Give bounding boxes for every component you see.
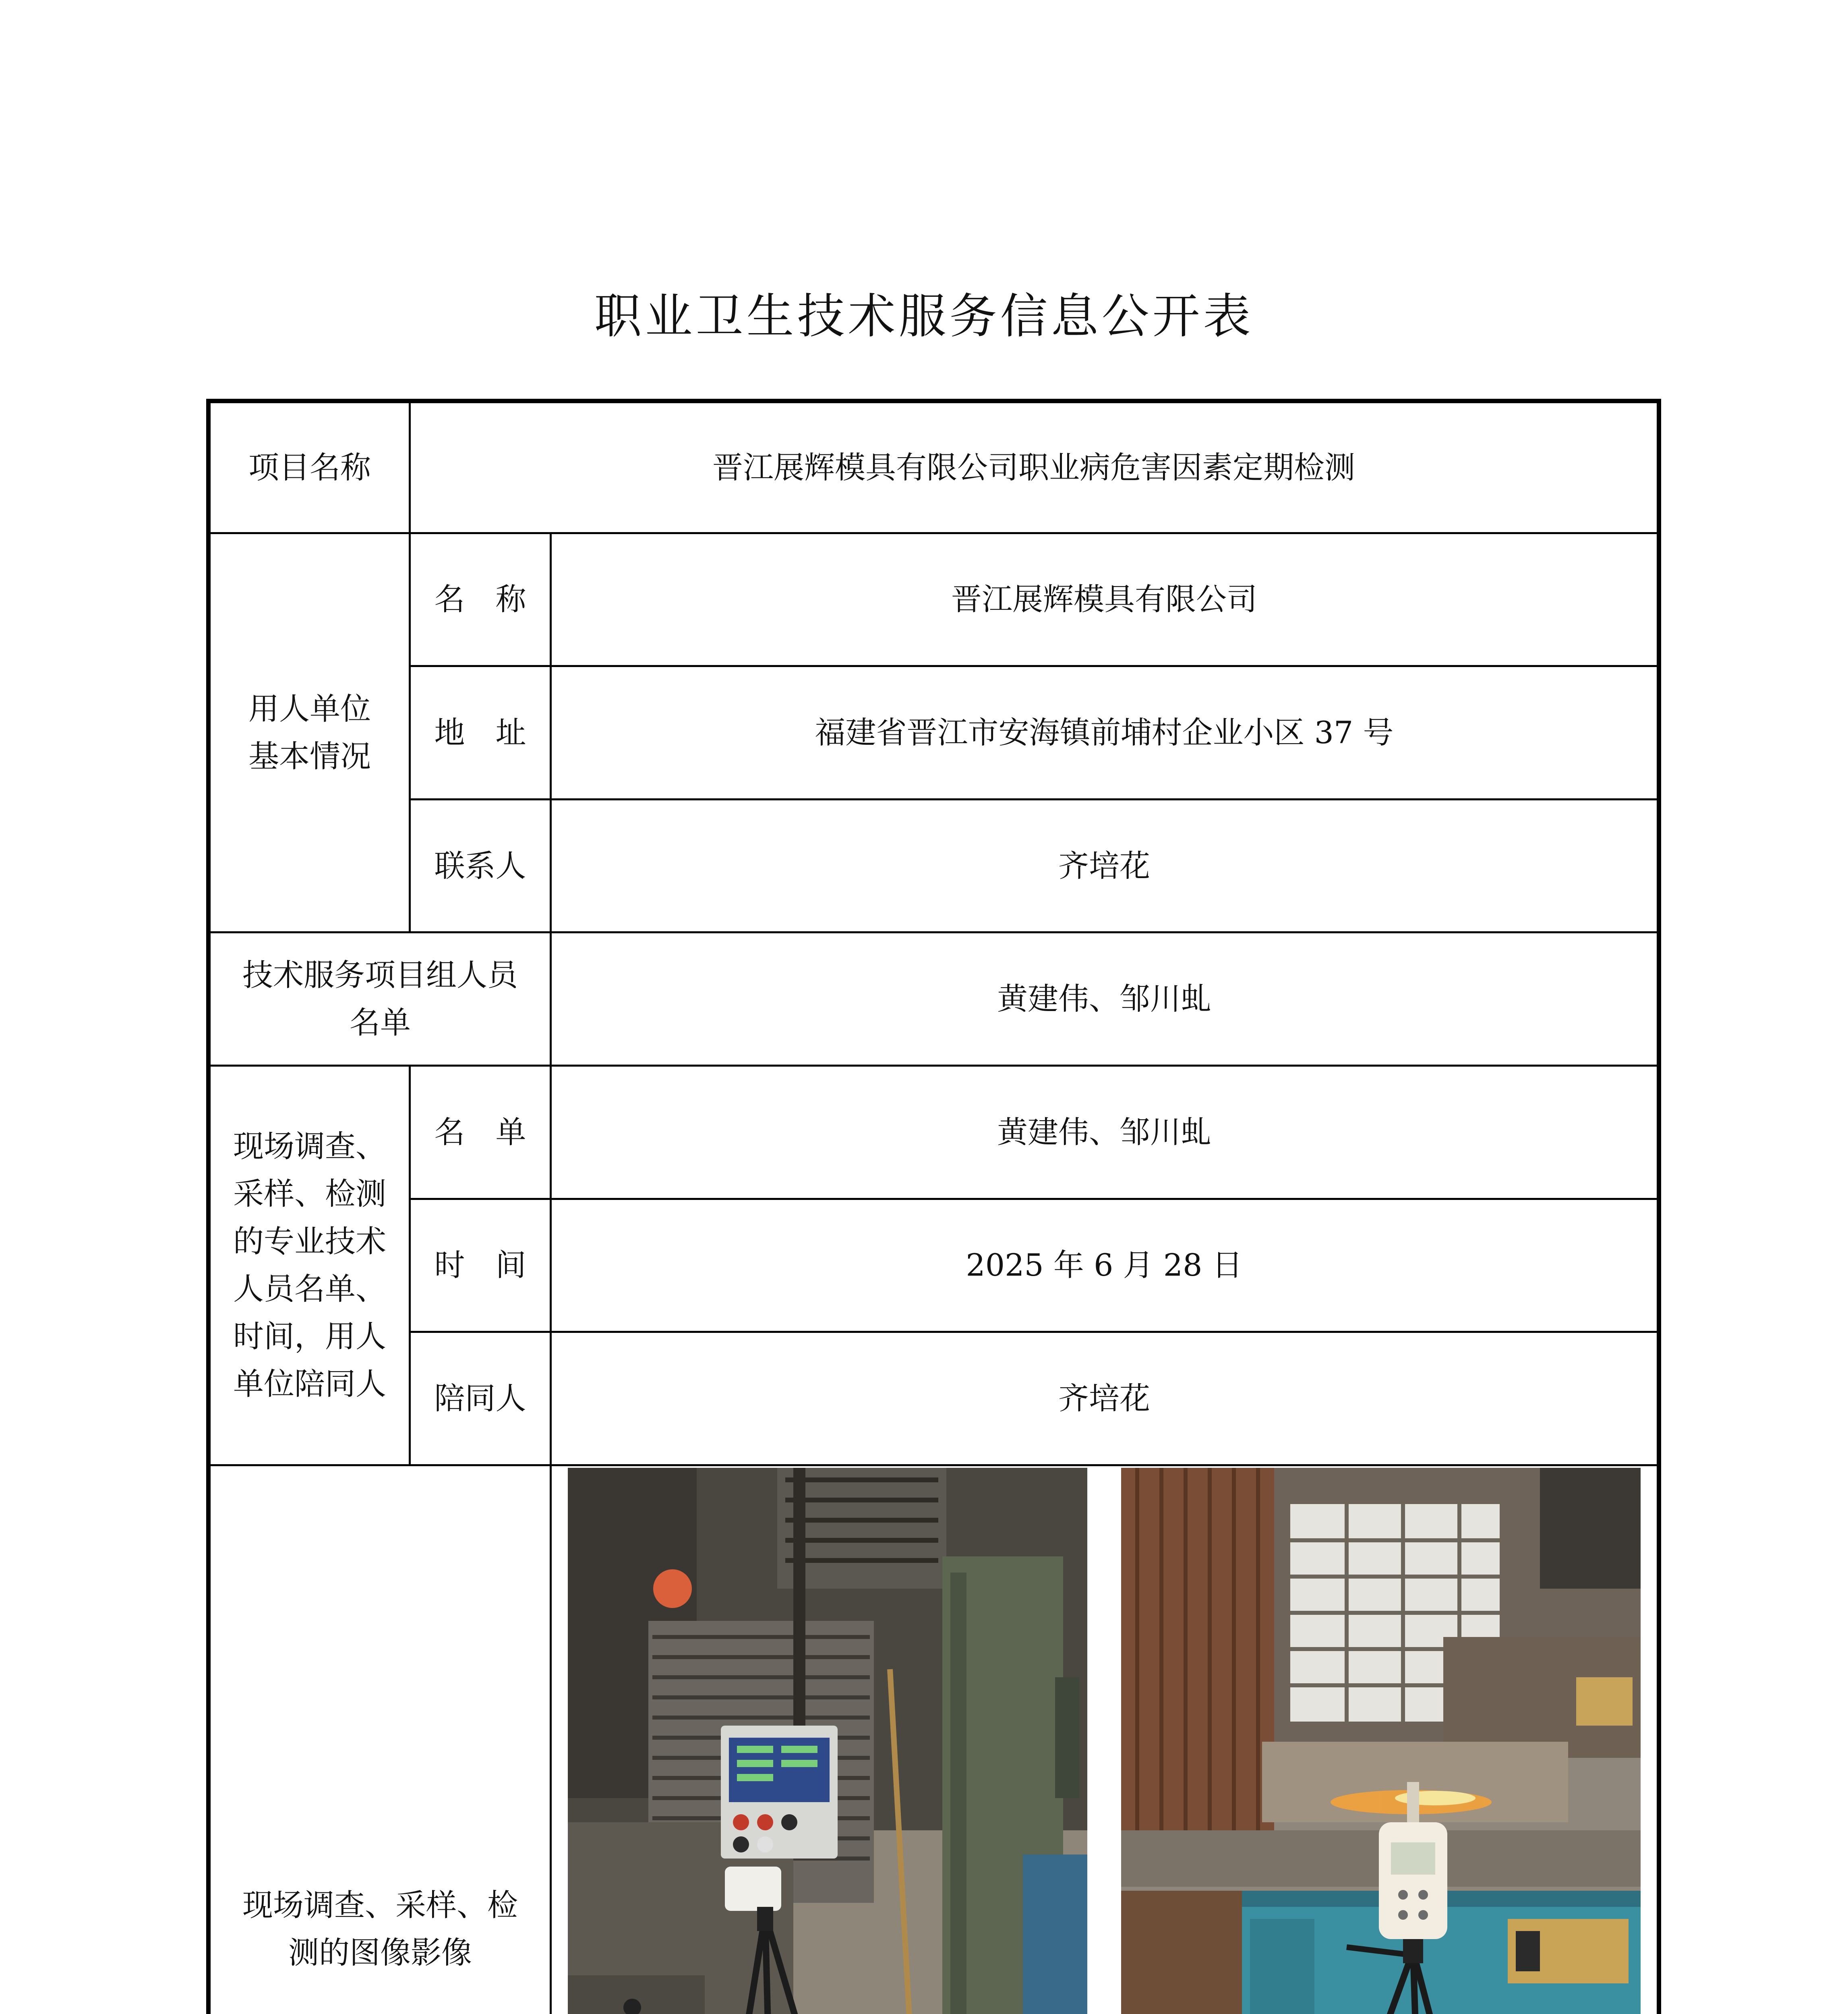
survey-escort-row bbox=[209, 1332, 1659, 1465]
team-label-line2: 名单 bbox=[350, 1005, 411, 1041]
images-label-line2: 测的图像影像 bbox=[288, 1935, 472, 1971]
survey-time-row bbox=[209, 1199, 1659, 1332]
employer-address-row bbox=[209, 666, 1659, 800]
employer-address-label-text: 地 址 bbox=[434, 714, 526, 750]
photo-gallery bbox=[552, 1468, 1657, 2014]
team-row bbox=[209, 932, 1659, 1066]
images-row bbox=[209, 1465, 1659, 2014]
employer-section-label bbox=[209, 533, 410, 932]
page-title: 职业卫生技术服务信息公开表 bbox=[594, 288, 1254, 344]
employer-label-line2: 基本情况 bbox=[248, 738, 371, 774]
survey-label-line-2: 采样、检测 bbox=[233, 1176, 386, 1212]
employer-address-label bbox=[410, 666, 551, 800]
survey-time-value: 2025 年 6 月 28 日 bbox=[551, 1199, 1659, 1332]
images-label-line1: 现场调查、采样、检 bbox=[242, 1887, 518, 1923]
survey-list-row bbox=[209, 1065, 1659, 1199]
survey-escort-value: 齐培花 bbox=[551, 1332, 1659, 1465]
employer-name-value: 晋江展辉模具有限公司 bbox=[551, 533, 1659, 666]
project-name-value: 晋江展辉模具有限公司职业病危害因素定期检测 bbox=[410, 401, 1659, 533]
team-value: 黄建伟、邹川虬 bbox=[551, 932, 1659, 1066]
employer-contact-row bbox=[209, 799, 1659, 932]
factory-machine-image bbox=[568, 1468, 1087, 2014]
survey-label-line-3: 的专业技术 bbox=[233, 1223, 386, 1260]
survey-label-line-5: 时间，用人 bbox=[233, 1318, 386, 1355]
employer-address-value: 福建省晋江市安海镇前埔村企业小区 37 号 bbox=[551, 666, 1659, 800]
factory-machine-photo bbox=[568, 1468, 1087, 2014]
employer-name-label-text: 名 称 bbox=[434, 581, 526, 617]
employer-name-row bbox=[209, 533, 1659, 666]
employer-name-label bbox=[410, 533, 551, 666]
survey-section-label bbox=[209, 1065, 410, 1465]
survey-list-value: 黄建伟、邹川虬 bbox=[551, 1065, 1659, 1199]
sound-level-meter-image bbox=[1121, 1468, 1641, 2014]
employer-contact-value: 齐培花 bbox=[551, 799, 1659, 932]
team-label bbox=[209, 932, 551, 1066]
images-cell bbox=[551, 1465, 1659, 2014]
survey-label-line-4: 人员名单、 bbox=[233, 1271, 386, 1307]
project-row bbox=[209, 401, 1659, 533]
images-label bbox=[209, 1465, 551, 2014]
survey-list-label: 名 单 bbox=[410, 1065, 551, 1199]
employer-label-line1: 用人单位 bbox=[248, 690, 371, 727]
survey-label-line-1: 现场调查、 bbox=[233, 1128, 386, 1164]
survey-time-label: 时 间 bbox=[410, 1199, 551, 1332]
project-name-label: 项目名称 bbox=[209, 401, 410, 533]
survey-label-line-6: 单位陪同人 bbox=[233, 1366, 386, 1402]
employer-contact-label: 联系人 bbox=[410, 799, 551, 932]
survey-escort-label: 陪同人 bbox=[410, 1332, 551, 1465]
team-label-line1: 技术服务项目组人员 bbox=[242, 957, 518, 993]
info-table bbox=[206, 399, 1661, 2014]
sound-level-meter-photo bbox=[1121, 1468, 1641, 2014]
